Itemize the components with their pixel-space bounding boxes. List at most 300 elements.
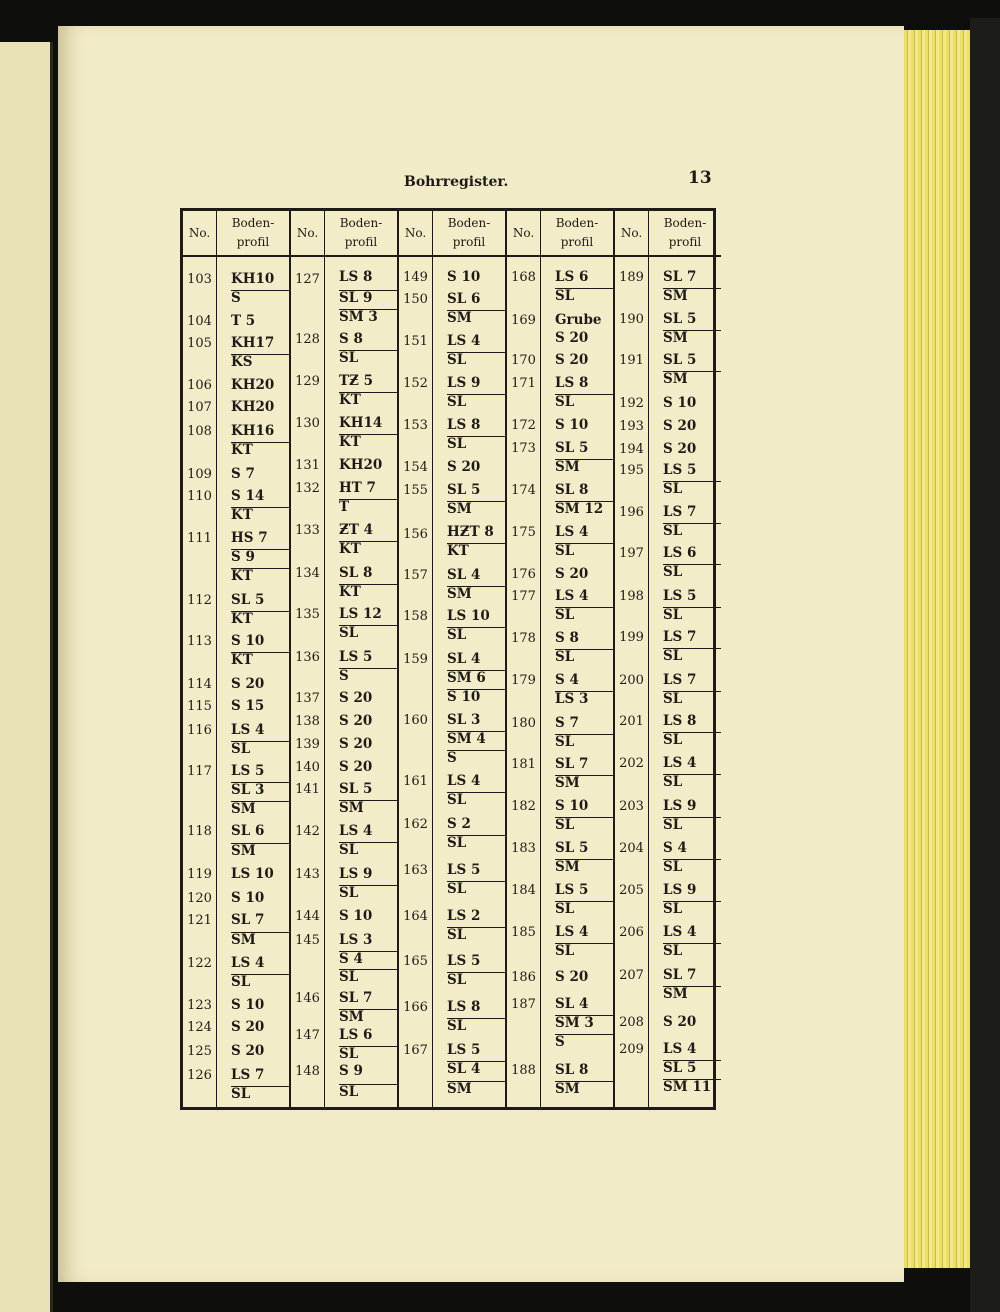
soil-profile-code: LS 4 — [663, 924, 697, 940]
soil-profile-code: KT — [231, 442, 289, 458]
soil-profile-code: LS 4 — [339, 823, 373, 839]
bohr-number: 143 — [295, 867, 320, 882]
soil-profile-code: SL 6 — [447, 291, 481, 307]
profil-header-label: Boden- profil — [663, 216, 707, 249]
profil-header-label: Boden- profil — [231, 216, 275, 249]
bohr-number: 150 — [403, 292, 428, 307]
soil-profile-code: SM — [663, 371, 721, 387]
soil-profile-code: LS 3 — [555, 691, 613, 707]
bohr-number: 186 — [511, 970, 536, 985]
soil-profile-code: SM — [555, 1081, 613, 1097]
soil-profile-code: S 10 — [447, 689, 505, 705]
soil-profile-code: SL — [663, 817, 721, 833]
soil-profile-code: S — [447, 750, 505, 766]
bohr-number: 188 — [511, 1063, 536, 1078]
bohr-number: 137 — [295, 691, 320, 706]
soil-profile-code: SL 8 — [555, 1062, 589, 1078]
soil-profile-code: LS 6 — [663, 545, 697, 561]
no-column — [615, 211, 649, 1107]
bohr-number: 131 — [295, 458, 320, 473]
page-number: 13 — [688, 168, 712, 188]
soil-profile-code: SL — [555, 943, 613, 959]
bohr-number: 168 — [511, 270, 536, 285]
soil-profile-code: SL — [447, 881, 505, 897]
bohr-number: 155 — [403, 483, 428, 498]
soil-profile-code: SL — [555, 901, 613, 917]
bohr-number: 178 — [511, 631, 536, 646]
bohr-number: 116 — [187, 723, 212, 738]
bohr-number: 185 — [511, 925, 536, 940]
soil-profile-code: SL 4 — [555, 996, 589, 1012]
bohr-number: 160 — [403, 713, 428, 728]
soil-profile-code: LS 7 — [663, 672, 697, 688]
profil-header-label: Boden- profil — [555, 216, 599, 249]
soil-profile-code: SL — [663, 523, 721, 539]
soil-profile-code: LS 5 — [555, 882, 589, 898]
table-column-group — [505, 211, 613, 1107]
profil-header-label: Boden- profil — [447, 216, 491, 249]
soil-profile-code: S 10 — [555, 798, 589, 814]
bohr-number: 133 — [295, 523, 320, 538]
bohr-number: 125 — [187, 1044, 212, 1059]
soil-profile-code: S 20 — [663, 441, 697, 457]
bohr-number: 202 — [619, 756, 644, 771]
no-column — [183, 211, 217, 1107]
soil-profile-code: LS 10 — [231, 866, 274, 882]
bohr-number: 206 — [619, 925, 644, 940]
soil-profile-code: SL 5 — [663, 352, 697, 368]
bohr-number: 104 — [187, 314, 212, 329]
soil-profile-code: SL — [555, 817, 613, 833]
soil-profile-code: LS 9 — [663, 798, 697, 814]
running-head: Bohrregister. — [404, 174, 509, 190]
bohr-number: 118 — [187, 824, 212, 839]
soil-profile-code: KH17 — [231, 335, 275, 351]
bohr-number: 181 — [511, 757, 536, 772]
profil-header — [649, 211, 721, 257]
no-header-label: No. — [296, 225, 319, 240]
soil-profile-code: S 20 — [555, 969, 589, 985]
soil-profile-code: S 4 — [663, 840, 687, 856]
bohr-number: 146 — [295, 991, 320, 1006]
soil-profile-code: SL — [663, 648, 721, 664]
soil-profile-code: LS 4 — [231, 955, 265, 971]
bohrregister-table — [180, 208, 716, 1110]
soil-profile-code: S 20 — [555, 566, 589, 582]
soil-profile-code: SL 4 — [447, 651, 481, 667]
bohr-number: 107 — [187, 400, 212, 415]
profil-header — [325, 211, 397, 257]
soil-profile-code: S 8 — [555, 630, 579, 646]
soil-profile-code: SL 5 — [339, 781, 373, 797]
bohr-number: 201 — [619, 714, 644, 729]
bohr-number: 162 — [403, 817, 428, 832]
soil-profile-code: LS 5 — [663, 462, 697, 478]
soil-profile-code: SM — [447, 1081, 505, 1097]
bohr-number: 180 — [511, 716, 536, 731]
soil-profile-code: T 5 — [231, 313, 256, 329]
soil-profile-code: S — [555, 1034, 613, 1050]
soil-profile-code: SM — [663, 986, 721, 1002]
soil-profile-code: S 20 — [339, 713, 373, 729]
soil-profile-code: SL 8 — [555, 482, 589, 498]
bohr-number: 130 — [295, 416, 320, 431]
soil-profile-code: SM — [555, 775, 613, 791]
no-header — [399, 211, 432, 257]
bohr-number: 166 — [403, 1000, 428, 1015]
soil-profile-code: SL — [555, 649, 613, 665]
bohr-number: 149 — [403, 270, 428, 285]
soil-profile-code: KH16 — [231, 423, 275, 439]
soil-profile-code: LS 4 — [663, 755, 697, 771]
soil-profile-code: SL — [663, 732, 721, 748]
bohr-number: 139 — [295, 737, 320, 752]
soil-profile-code: ƵT 4 — [339, 522, 373, 538]
soil-profile-code: KH14 — [339, 415, 383, 431]
bohr-number: 120 — [187, 891, 212, 906]
bodenprofil-column — [217, 211, 289, 1107]
bohr-number: 145 — [295, 933, 320, 948]
soil-profile-code: SM — [339, 800, 397, 816]
bodenprofil-column — [541, 211, 613, 1107]
bohr-number: 207 — [619, 968, 644, 983]
bohr-number: 151 — [403, 334, 428, 349]
bohr-number: 153 — [403, 418, 428, 433]
soil-profile-code: S 9 — [339, 1063, 363, 1079]
soil-profile-code: LS 8 — [555, 375, 589, 391]
bohr-number: 144 — [295, 909, 320, 924]
soil-profile-code: SL 7 — [339, 990, 373, 1006]
bohr-number: 194 — [619, 442, 644, 457]
soil-profile-code: S 10 — [231, 997, 265, 1013]
soil-profile-code: SL — [447, 927, 505, 943]
profil-header — [541, 211, 613, 257]
no-header — [183, 211, 216, 257]
soil-profile-code: SL — [447, 627, 505, 643]
soil-profile-code: SL — [231, 1086, 289, 1102]
soil-profile-code: SL 5 — [663, 1060, 721, 1076]
bohr-number: 196 — [619, 505, 644, 520]
bohr-number: 191 — [619, 353, 644, 368]
soil-profile-code: SL — [447, 1018, 505, 1034]
soil-profile-code: SL — [339, 842, 397, 858]
soil-profile-code: LS 7 — [231, 1067, 265, 1083]
bohr-number: 136 — [295, 650, 320, 665]
soil-profile-code: SL — [447, 352, 505, 368]
soil-profile-code: LS 9 — [339, 866, 373, 882]
bohr-number: 134 — [295, 566, 320, 581]
table-column-group — [183, 211, 289, 1107]
bohr-number: 203 — [619, 799, 644, 814]
soil-profile-code: LS 2 — [447, 908, 481, 924]
bohr-number: 172 — [511, 418, 536, 433]
bohr-number: 165 — [403, 954, 428, 969]
bohr-number: 193 — [619, 419, 644, 434]
bohr-number: 159 — [403, 652, 428, 667]
soil-profile-code: SL — [231, 741, 289, 757]
no-column — [399, 211, 433, 1107]
bohr-number: 109 — [187, 467, 212, 482]
soil-profile-code: S 20 — [447, 459, 481, 475]
bohr-number: 175 — [511, 525, 536, 540]
bohr-number: 138 — [295, 714, 320, 729]
bohr-number: 164 — [403, 909, 428, 924]
bohr-number: 121 — [187, 913, 212, 928]
bohr-number: 152 — [403, 376, 428, 391]
soil-profile-code: LS 5 — [447, 862, 481, 878]
soil-profile-code: S 20 — [231, 1019, 265, 1035]
bohr-number: 187 — [511, 997, 536, 1012]
soil-profile-code: S 10 — [339, 908, 373, 924]
soil-profile-code: TƵ 5 — [339, 373, 373, 389]
bohr-number: 170 — [511, 353, 536, 368]
soil-profile-code: LS 8 — [663, 713, 697, 729]
bodenprofil-column — [325, 211, 397, 1107]
no-column — [507, 211, 541, 1107]
table-column-group — [397, 211, 505, 1107]
profil-header — [217, 211, 289, 257]
soil-profile-code: LS 4 — [663, 1041, 697, 1057]
soil-profile-code: KT — [339, 392, 397, 408]
soil-profile-code: LS 8 — [339, 269, 373, 285]
bohr-number: 119 — [187, 867, 212, 882]
soil-profile-code: LS 8 — [447, 417, 481, 433]
soil-profile-code: LS 6 — [339, 1027, 373, 1043]
soil-profile-code: SL — [555, 394, 613, 410]
soil-profile-code: KT — [339, 541, 397, 557]
soil-profile-code: KH20 — [339, 457, 383, 473]
soil-profile-code: S 20 — [339, 759, 373, 775]
soil-profile-code: SM — [555, 459, 613, 475]
soil-profile-code: SL 7 — [663, 967, 697, 983]
bohr-number: 108 — [187, 424, 212, 439]
bohr-number: 171 — [511, 376, 536, 391]
bohr-number: 157 — [403, 568, 428, 583]
bohr-number: 128 — [295, 332, 320, 347]
soil-profile-code: LS 8 — [447, 999, 481, 1015]
no-header-label: No. — [404, 225, 427, 240]
bohr-number: 127 — [295, 272, 320, 287]
bohr-number: 200 — [619, 673, 644, 688]
soil-profile-code: S 8 — [339, 331, 363, 347]
soil-profile-code: KT — [231, 611, 289, 627]
bohr-number: 123 — [187, 998, 212, 1013]
soil-profile-code: SM — [555, 859, 613, 875]
bohr-number: 192 — [619, 396, 644, 411]
bohr-number: 115 — [187, 699, 212, 714]
bohr-number: 114 — [187, 677, 212, 692]
soil-profile-code: S 20 — [663, 418, 697, 434]
soil-profile-code: SL 5 — [555, 440, 589, 456]
soil-profile-code: SL — [339, 350, 397, 366]
soil-profile-code: KT — [447, 543, 505, 559]
soil-profile-code: SL — [555, 543, 613, 559]
soil-profile-code: LS 9 — [447, 375, 481, 391]
soil-profile-code: SL — [555, 734, 613, 750]
table-column-group — [289, 211, 397, 1107]
soil-profile-code: SM — [663, 288, 721, 304]
soil-profile-code: SL 4 — [447, 567, 481, 583]
soil-profile-code: SL 7 — [231, 912, 265, 928]
soil-profile-code: SL — [663, 607, 721, 623]
soil-profile-code: SM 6 — [447, 670, 505, 686]
soil-profile-code: SL — [555, 607, 613, 623]
soil-profile-code: SL 6 — [231, 823, 265, 839]
soil-profile-code: KT — [231, 568, 289, 584]
soil-profile-code: Grube — [555, 312, 602, 328]
soil-profile-code: LS 5 — [339, 649, 373, 665]
soil-profile-code: HS 7 — [231, 530, 268, 546]
soil-profile-code: SM — [339, 1009, 397, 1025]
bohr-number: 195 — [619, 463, 644, 478]
soil-profile-code: SM 12 — [555, 501, 613, 517]
bohr-number: 110 — [187, 489, 212, 504]
soil-profile-code: S 20 — [231, 1043, 265, 1059]
bohr-number: 148 — [295, 1064, 320, 1079]
soil-profile-code: S 10 — [663, 395, 697, 411]
bohr-number: 141 — [295, 782, 320, 797]
no-column — [291, 211, 325, 1107]
bohr-number: 198 — [619, 589, 644, 604]
bohr-number: 169 — [511, 313, 536, 328]
bohr-number: 173 — [511, 441, 536, 456]
no-header — [507, 211, 540, 257]
soil-profile-code: SM — [447, 310, 505, 326]
soil-profile-code: LS 7 — [663, 504, 697, 520]
bohr-number: 161 — [403, 774, 428, 789]
soil-profile-code: KT — [231, 507, 289, 523]
soil-profile-code: SM — [231, 801, 289, 817]
soil-profile-code: S 14 — [231, 488, 265, 504]
soil-profile-code: LS 6 — [555, 269, 589, 285]
soil-profile-code: LS 4 — [447, 333, 481, 349]
soil-profile-code: SM 4 — [447, 731, 505, 747]
bohr-number: 199 — [619, 630, 644, 645]
no-header-label: No. — [512, 225, 535, 240]
soil-profile-code: T — [339, 499, 397, 515]
soil-profile-code: S 7 — [555, 715, 579, 731]
bohr-number: 167 — [403, 1043, 428, 1058]
soil-profile-code: SL — [339, 885, 397, 901]
bohr-number: 113 — [187, 634, 212, 649]
soil-profile-code: S 20 — [339, 690, 373, 706]
bohr-number: 184 — [511, 883, 536, 898]
soil-profile-code: SL — [339, 625, 397, 641]
soil-profile-code: KT — [231, 652, 289, 668]
bohr-number: 208 — [619, 1015, 644, 1030]
soil-profile-code: S — [231, 290, 289, 306]
soil-profile-code: LS 4 — [555, 588, 589, 604]
profil-header-label: Boden- profil — [339, 216, 383, 249]
soil-profile-code: SL 3 — [231, 782, 289, 798]
table-column-group — [613, 211, 721, 1107]
soil-profile-code: KH20 — [231, 399, 275, 415]
bohr-number: 209 — [619, 1042, 644, 1057]
soil-profile-code: S 20 — [555, 330, 589, 346]
bohr-number: 154 — [403, 460, 428, 475]
soil-profile-code: SL 4 — [447, 1061, 505, 1077]
bohr-number: 135 — [295, 607, 320, 622]
bohr-number: 163 — [403, 863, 428, 878]
bohr-number: 179 — [511, 673, 536, 688]
soil-profile-code: SL 5 — [663, 311, 697, 327]
soil-profile-code: SL 5 — [555, 840, 589, 856]
bohr-number: 126 — [187, 1068, 212, 1083]
bohr-number: 142 — [295, 824, 320, 839]
bohr-number: 132 — [295, 481, 320, 496]
page-edges — [904, 30, 970, 1268]
bohr-number: 124 — [187, 1020, 212, 1035]
bohr-number: 140 — [295, 760, 320, 775]
no-header-label: No. — [188, 225, 211, 240]
soil-profile-code: SL — [447, 792, 505, 808]
soil-profile-code: LS 9 — [663, 882, 697, 898]
soil-profile-code: HƵT 8 — [447, 524, 494, 540]
bohr-number: 176 — [511, 567, 536, 582]
soil-profile-code: SL 9 — [339, 290, 397, 306]
profil-header — [433, 211, 505, 257]
soil-profile-code: SM — [447, 586, 505, 602]
soil-profile-code: SL — [555, 288, 613, 304]
soil-profile-code: LS 4 — [231, 722, 265, 738]
soil-profile-code: S 2 — [447, 816, 471, 832]
soil-profile-code: SL 7 — [555, 756, 589, 772]
soil-profile-code: S — [339, 668, 397, 684]
soil-profile-code: S 10 — [231, 633, 265, 649]
soil-profile-code: KH20 — [231, 377, 275, 393]
soil-profile-code: SL — [663, 691, 721, 707]
soil-profile-code: SM 3 — [339, 309, 397, 325]
soil-profile-code: SL 8 — [339, 565, 373, 581]
bohr-number: 190 — [619, 312, 644, 327]
soil-profile-code: LS 4 — [447, 773, 481, 789]
bohr-number: 177 — [511, 589, 536, 604]
soil-profile-code: SL 3 — [447, 712, 481, 728]
soil-profile-code: SL 5 — [231, 592, 265, 608]
bohr-number: 204 — [619, 841, 644, 856]
soil-profile-code: LS 5 — [663, 588, 697, 604]
no-header-label: No. — [620, 225, 643, 240]
soil-profile-code: SM 3 — [555, 1015, 613, 1031]
soil-profile-code: SL — [447, 972, 505, 988]
bohr-number: 122 — [187, 956, 212, 971]
soil-profile-code: LS 5 — [447, 1042, 481, 1058]
soil-profile-code: S 10 — [555, 417, 589, 433]
bohr-number: 106 — [187, 378, 212, 393]
soil-profile-code: S 20 — [663, 1014, 697, 1030]
soil-profile-code: SM 11 — [663, 1079, 721, 1095]
soil-profile-code: S 20 — [231, 676, 265, 692]
soil-profile-code: S 20 — [555, 352, 589, 368]
left-page-edge — [0, 42, 53, 1312]
soil-profile-code: SL — [339, 1084, 397, 1100]
no-header — [615, 211, 648, 257]
bohr-number: 129 — [295, 374, 320, 389]
soil-profile-code: LS 5 — [231, 763, 265, 779]
soil-profile-code: LS 5 — [447, 953, 481, 969]
soil-profile-code: LS 3 — [339, 932, 373, 948]
soil-profile-code: S 15 — [231, 698, 265, 714]
soil-profile-code: KH10 — [231, 271, 275, 287]
soil-profile-code: SM — [447, 501, 505, 517]
soil-profile-code: SM — [231, 843, 289, 859]
bohr-number: 147 — [295, 1028, 320, 1043]
no-header — [291, 211, 324, 257]
bohr-number: 183 — [511, 841, 536, 856]
soil-profile-code: SL — [663, 943, 721, 959]
soil-profile-code: HT 7 — [339, 480, 376, 496]
bohr-number: 105 — [187, 336, 212, 351]
